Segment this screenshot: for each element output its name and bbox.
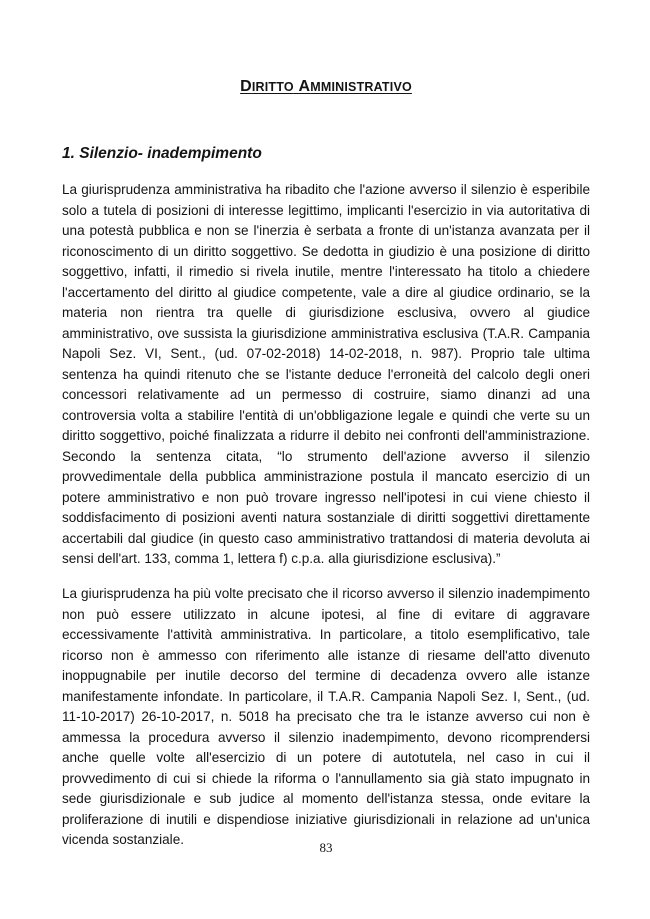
title-rest-2: MMINISTRATIVO [310,80,412,94]
paragraph-1: La giurisprudenza amministrativa ha ribadito che l'azione avverso il silenzio è esperibile solo a tutela di posizioni di interesse legittimo, implicanti l'esercizio in via autoritativa di una potestà pubblica e non se l'inerzia è serbata a fronte di un'istanza avanzata per il riconoscimento di un diritto soggettivo. Se dedotta in giudizio è una posizione di diritto soggettivo, infatti, il rimedio si rivela inutile, mentre l'interessato ha titolo a chiedere l'accertamento del diritto al giudice competente, vale a dire al giudice ordinario, se la materia non rientra tra quelle di giurisdizione esclusiva, ovvero al giudice amministrativo, ove sussista la giurisdizione amministrativa esclusiva (T.A.R. Campania Napoli Sez. VI, Sent., (ud. 07-02-2018) 14-02-2018, n. 987). Proprio tale ultima sentenza ha quindi ritenuto che se l'istante deduce l'erroneità del calcolo degli oneri concessori relativamente ad un permesso di costruire, siamo dinanzi ad una controversia volta a stabilire l'entità di un'obbligazione legale e quindi che verte su un diritto soggettivo, poiché finalizzata a ridurre il debito nei confronti dell'amministrazione. Secondo la sentenza citata, “lo strumento dell'azione avverso il silenzio provvedimentale della pubblica amministrazione postula il mancato esercizio di un potere amministrativo e non può trovare ingresso nell'ipotesi in cui viene chiesto il soddisfacimento di posizioni aventi natura sostanziale di diritti soggettivi direttamente accertabili dal giudice (in questo caso amministrativo trattandosi di materia devoluta ai sensi dell'art. 133, comma 1, lettera f) c.p.a. alla giurisdizione esclusiva).” [62,182,590,566]
page-title [62,78,590,96]
title-initial-1: D [240,78,252,95]
section-heading: 1. Silenzio- inadempimento [62,145,262,162]
title-initial-2: A [298,78,311,95]
page-number: 83 [319,840,333,855]
title-rest-1: IRITTO [251,80,294,94]
document-page [62,0,590,919]
paragraph-2: La giurisprudenza ha più volte precisato che il ricorso avverso il silenzio inadempimento non può essere utilizzato in alcune ipotesi, al fine di evitare di aggravare eccessivamente l'attività amministrativa. In particolare, a titolo esemplificativo, tale ricorso non è ammesso con riferimento alle istanze di riesame dell'atto divenuto inoppugnabile per inutile decorso del termine di decadenza ovvero alle istanze manifestamente infondate. In particolare, il T.A.R. Campania Napoli Sez. I, Sent., (ud. 11-10-2017) 26-10-2017, n. 5018 ha precisato che tra le istanze avverso cui non è ammessa la procedura avverso il silenzio inadempimento, devono ricomprendersi anche quelle volte all'esercizio di un potere di autotutela, nel caso in cui il provvedimento di cui si chiede la riforma o l'annullamento sia già stato impugnato in sede giurisdizionale e sub judice al momento dell'istanza stessa, onde evitare la proliferazione di inutili e dispendiose iniziative giurisdizionali in relazione ad un'unica vicenda sostanziale. [62,586,590,847]
